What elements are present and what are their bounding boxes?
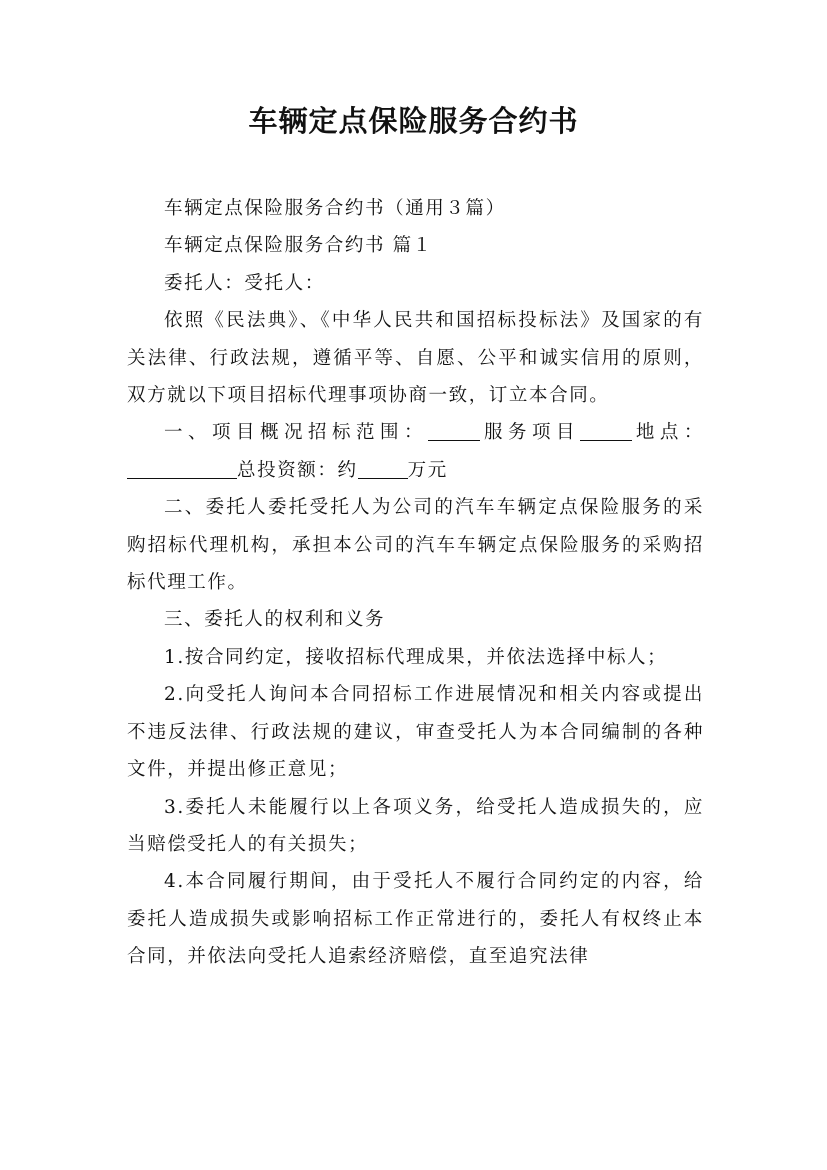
service-item-blank <box>580 421 632 441</box>
parties-line: 委托人：受托人： <box>164 272 325 294</box>
document-title: 车辆定点保险服务合约书 <box>248 104 579 138</box>
clause-3-item-4: 4.本合同履行期间，由于受托人不履行合同约定的内容，给委托人造成损失或影响招标工作正常进行的，委托人有权终止本合同，并依法向受托人追索经济赔偿，直至追究法律 <box>127 871 704 968</box>
investment-unit: 万元 <box>407 459 448 481</box>
clause-3-item-1: 1.按合同约定，接收招标代理成果，并依法选择中标人； <box>164 646 668 668</box>
document-subtitle: 车辆定点保险服务合约书（通用３篇） <box>164 198 506 219</box>
clause-1-prefix: 一、项目概况招标范围： <box>164 422 429 444</box>
section-heading: 车辆定点保险服务合约书 篇１ <box>164 235 433 257</box>
clause-3-item-2: 2.向受托人询问本合同招标工作进展情况和相关内容或提出不违反法律、行政法规的建议，审查受托人为本合同编制的各种文件，并提出修正意见； <box>127 684 704 781</box>
service-item-label: 服务项目 <box>480 422 580 444</box>
location-label: 地点： <box>631 422 704 444</box>
clause-3-heading: 三、委托人的权利和义务 <box>164 609 386 631</box>
investment-blank <box>358 458 408 478</box>
clause-3-item-3: 3.委托人未能履行以上各项义务，给受托人造成损失的，应当赔偿受托人的有关损失； <box>127 796 704 855</box>
total-investment-label: 总投资额：约 <box>237 459 358 481</box>
intro-paragraph: 依照《民法典》、《中华人民共和国招标投标法》及国家的有关法律、行政法规，遵循平等、自愿、公平和诚实信用的原则，双方就以下项目招标代理事项协商一致，订立本合同。 <box>127 310 704 407</box>
clause-2-paragraph: 二、委托人委托受托人为公司的汽车车辆定点保险服务的采购招标代理机构，承担本公司的汽车车辆定点保险服务的采购招标代理工作。 <box>127 497 704 594</box>
clause-1-paragraph <box>127 414 704 489</box>
scope-blank <box>428 421 480 441</box>
location-blank <box>127 458 237 478</box>
document-body <box>127 190 704 976</box>
